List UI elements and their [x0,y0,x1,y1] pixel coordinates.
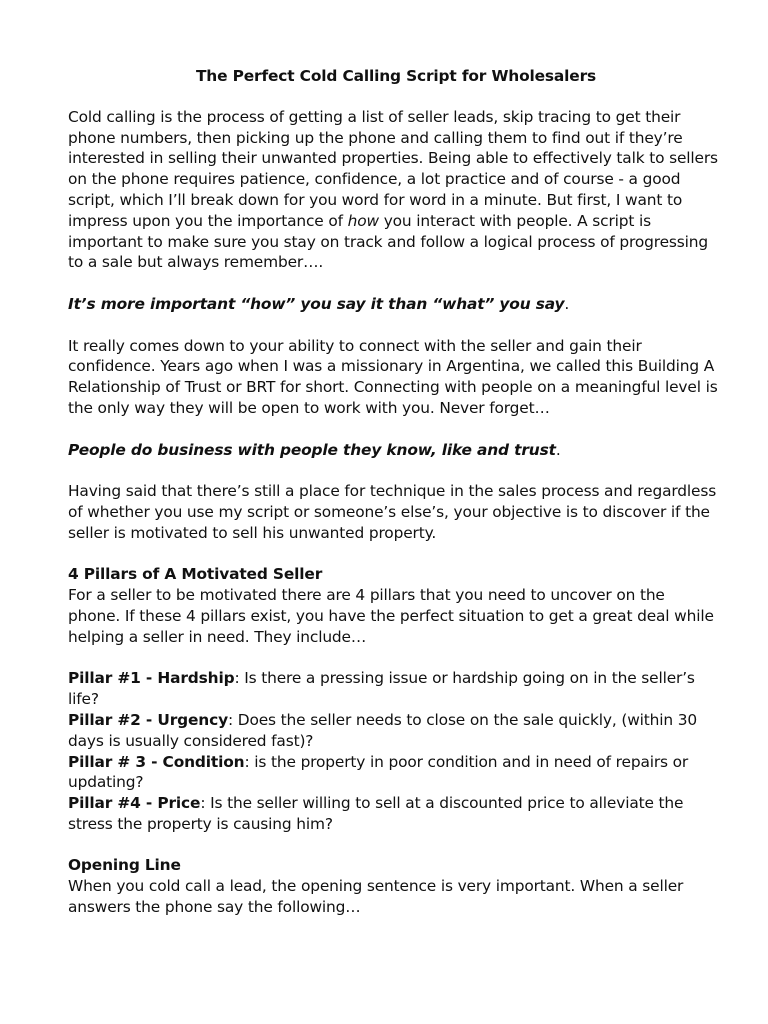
pillars-intro: For a seller to be motivated there are 4 pillars that you need to uncover on the phone. If these 4 pillars exist, you have the perfect situation to get a great deal while helping a seller in need. They include… [68,586,714,646]
brt-paragraph: It really comes down to your ability to connect with the seller and gain their confidence. Years ago when I was a missionary in Argentina, we called this Building A Relationship of Trust or BRT for short. Connecting with people on a meaningful level is the only way they will be open to work with you. Never forget… [68,336,718,417]
intro-text-part1: Cold calling is the process of getting a list of seller leads, skip tracing to get their phone numbers, then picking up the phone and calling them to find out if they’re interested in selling their unwanted properties. Being able to effectively talk to sellers on the phone requires patience, confidence, a lot practice and of course - a good script, which I’ll break down for you word for word in a minute. But first, I want to impress upon you the importance of [68,107,718,230]
pillar-item [68,793,718,835]
document-title: The Perfect Cold Calling Script for Wholesalers [195,67,597,85]
opening-line-paragraph: When you cold call a lead, the opening sentence is very important. When a seller answers the phone say the following… [68,877,684,917]
pillars-list [68,668,718,834]
pillar-label: Pillar #4 - Price [68,794,201,813]
quote-how-text: It’s more important “how” you say it than “what” you say [68,294,565,313]
pillar-text: : Does the seller needs to close on the sale quickly, (within 30 days is usually considered fast)? [68,710,698,750]
pillar-text: : Is there a pressing issue or hardship going on in the seller’s life? [68,669,695,709]
pillar-label: Pillar # 3 - Condition [68,752,245,771]
quote-trust-period: . [555,440,561,459]
quote-trust-text: People do business with people they know, like and trust [68,440,556,459]
pillar-item [68,752,718,794]
intro-paragraph [68,107,718,273]
document-page [68,66,718,918]
quote-how-you-say-it [68,294,718,315]
opening-line-heading: Opening Line [68,856,181,875]
pillars-heading: 4 Pillars of A Motivated Seller [68,565,323,584]
quote-know-like-trust [68,440,718,461]
pillar-label: Pillar #1 - Hardship [68,669,235,688]
pillar-text: : is the property in poor condition and in need of repairs or updating? [68,752,689,792]
intro-italic-word: how [347,211,379,230]
pillar-item [68,710,718,752]
pillar-item [68,668,718,710]
intro-text-part2: you interact with people. A script is important to make sure you stay on track and follow a logical process of progressing to a sale but always remember…. [68,211,708,272]
pillar-text: : Is the seller willing to sell at a discounted price to alleviate the stress the property is causing him? [68,794,684,833]
technique-paragraph: Having said that there’s still a place for technique in the sales process and regardless of whether you use my script or someone’s else’s, your objective is to discover if the seller is motivated to sell his unwanted property. [68,482,717,542]
quote-how-period: . [564,294,570,313]
pillar-label: Pillar #2 - Urgency [68,710,228,729]
